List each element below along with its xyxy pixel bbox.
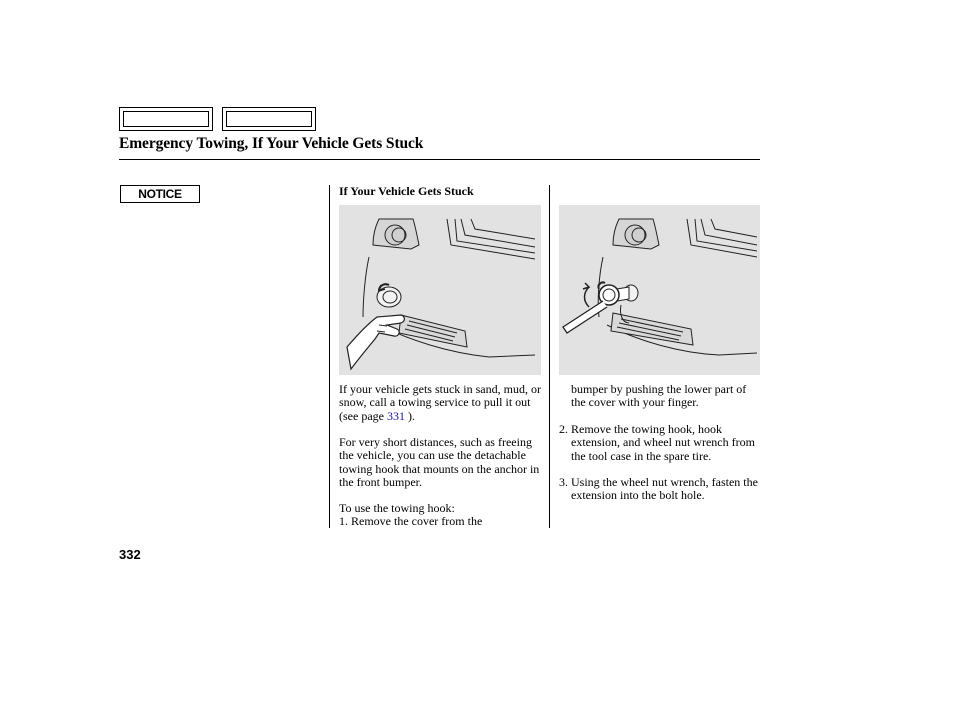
nav-tab-next[interactable] bbox=[222, 107, 316, 131]
notice-badge: NOTICE bbox=[120, 185, 200, 203]
page-reference-link[interactable]: 331 bbox=[386, 408, 405, 423]
intro-paragraph: If your vehicle gets stuck in sand, mud, or snow, call a towing service to pull it out (see page 331 ). bbox=[339, 382, 541, 423]
finger-pushing-cover-illustration bbox=[339, 205, 541, 375]
step-1-continuation: bumper by pushing the lower part of the cover with your finger. bbox=[571, 382, 747, 410]
page-title: Emergency Towing, If Your Vehicle Gets Stuck bbox=[119, 135, 424, 152]
section-heading: If Your Vehicle Gets Stuck bbox=[339, 184, 474, 198]
step-3: 3. Using the wheel nut wrench, fasten the extension into the bolt hole. bbox=[559, 475, 758, 503]
wrench-fastening-extension-illustration bbox=[559, 205, 760, 375]
title-divider bbox=[119, 159, 760, 160]
column-divider bbox=[549, 185, 550, 528]
step-1: 1. Remove the cover from the bbox=[339, 514, 483, 529]
steps-intro bbox=[339, 502, 544, 529]
column-divider bbox=[329, 185, 330, 528]
step-2: 2. Remove the towing hook, hook extension, and wheel nut wrench from the tool case in the spare tire. bbox=[559, 422, 755, 463]
short-distance-paragraph: For very short distances, such as freeing the vehicle, you can use the detachable towing hook that mounts on the anchor in the front bumper. bbox=[339, 435, 540, 489]
nav-tab-previous[interactable] bbox=[119, 107, 213, 131]
page-number: 332 bbox=[119, 547, 141, 562]
steps-lead-in: To use the towing hook: bbox=[339, 501, 455, 515]
